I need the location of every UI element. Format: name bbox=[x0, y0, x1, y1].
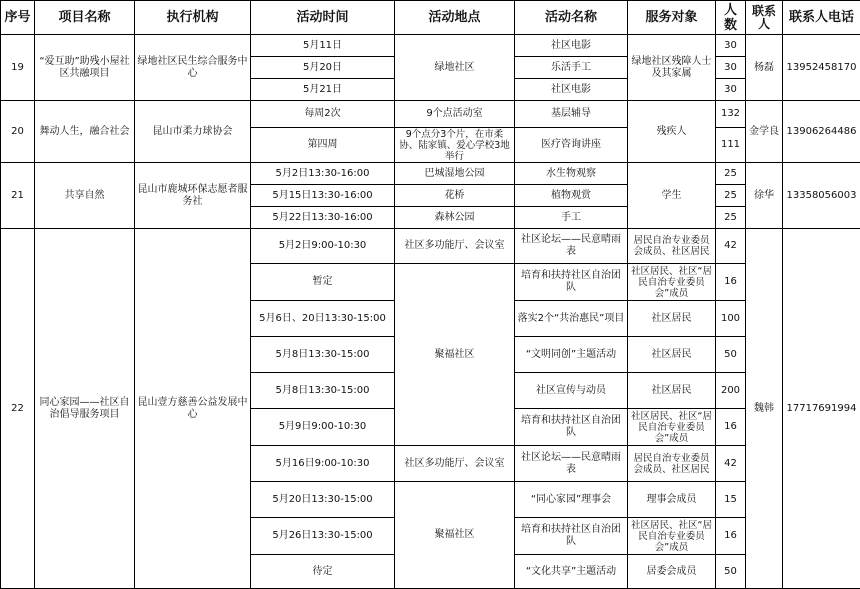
p22-target: 居委会成员 bbox=[628, 555, 716, 589]
p22-count: 100 bbox=[716, 301, 746, 337]
p21-activity: 手工 bbox=[515, 207, 628, 229]
p21-index: 21 bbox=[1, 163, 35, 229]
p19-project: “爱互助”助残小屋社区共融项目 bbox=[35, 35, 135, 101]
p22-count: 50 bbox=[716, 555, 746, 589]
p21-contact: 徐华 bbox=[746, 163, 783, 229]
p22-time: 5月8日13:30-15:00 bbox=[251, 337, 395, 373]
p22-place: 社区多功能厅、会议室 bbox=[395, 446, 515, 482]
p22-count: 16 bbox=[716, 518, 746, 555]
p19-contact: 杨磊 bbox=[746, 35, 783, 101]
p19-target: 绿地社区残障人士及其家属 bbox=[628, 35, 716, 101]
p20-contact: 金学良 bbox=[746, 101, 783, 163]
p19-activity: 乐活手工 bbox=[515, 57, 628, 79]
p22-activity: 培育和扶持社区自治团队 bbox=[515, 518, 628, 555]
p22-target: 社区居民 bbox=[628, 337, 716, 373]
p22-activity: “同心家园”理事会 bbox=[515, 482, 628, 518]
p22-target: 居民自治专业委员会成员、社区居民 bbox=[628, 446, 716, 482]
p22-count: 16 bbox=[716, 264, 746, 301]
p21-project: 共享自然 bbox=[35, 163, 135, 229]
header-activity: 活动名称 bbox=[515, 1, 628, 35]
p22-target: 社区居民 bbox=[628, 301, 716, 337]
p20-place: 9个点活动室 bbox=[395, 101, 515, 128]
p20-time: 第四周 bbox=[251, 128, 395, 163]
p20-project: 舞动人生，融合社会 bbox=[35, 101, 135, 163]
header-time: 活动时间 bbox=[251, 1, 395, 35]
p20-target: 残疾人 bbox=[628, 101, 716, 163]
p21-count: 25 bbox=[716, 163, 746, 185]
p22-time: 5月9日9:00-10:30 bbox=[251, 409, 395, 446]
p20-index: 20 bbox=[1, 101, 35, 163]
p22-count: 50 bbox=[716, 337, 746, 373]
p22-target: 社区居民、社区“居民自治专业委员会”成员 bbox=[628, 518, 716, 555]
p22-time: 待定 bbox=[251, 555, 395, 589]
header-org: 执行机构 bbox=[135, 1, 251, 35]
p19-activity: 社区电影 bbox=[515, 35, 628, 57]
header-phone: 联系人电话 bbox=[783, 1, 860, 35]
p21-place: 森林公园 bbox=[395, 207, 515, 229]
table-row bbox=[1, 101, 860, 128]
p19-time: 5月21日 bbox=[251, 79, 395, 101]
p22-phone: 17717691994 bbox=[783, 229, 860, 589]
p20-org: 昆山市柔力球协会 bbox=[135, 101, 251, 163]
p22-target: 居民自治专业委员会成员、社区居民 bbox=[628, 229, 716, 264]
table-row bbox=[1, 35, 860, 57]
p21-time: 5月15日13:30-16:00 bbox=[251, 185, 395, 207]
p21-activity: 水生物观察 bbox=[515, 163, 628, 185]
p22-activity: 社区论坛——民意晴雨表 bbox=[515, 446, 628, 482]
p22-place: 聚福社区 bbox=[395, 482, 515, 589]
p22-count: 16 bbox=[716, 409, 746, 446]
p22-activity: “文明同创”主题活动 bbox=[515, 337, 628, 373]
p19-count: 30 bbox=[716, 57, 746, 79]
p19-org: 绿地社区民生综合服务中心 bbox=[135, 35, 251, 101]
p22-place: 社区多功能厅、会议室 bbox=[395, 229, 515, 264]
header-row bbox=[1, 1, 860, 35]
p22-target: 社区居民、社区“居民自治专业委员会”成员 bbox=[628, 264, 716, 301]
p22-count: 200 bbox=[716, 373, 746, 409]
p22-time: 5月26日13:30-15:00 bbox=[251, 518, 395, 555]
p19-phone: 13952458170 bbox=[783, 35, 860, 101]
p22-activity: 社区论坛——民意晴雨表 bbox=[515, 229, 628, 264]
p21-target: 学生 bbox=[628, 163, 716, 229]
header-count: 人数 bbox=[716, 1, 746, 35]
p22-contact: 魏韩 bbox=[746, 229, 783, 589]
p19-place: 绿地社区 bbox=[395, 35, 515, 101]
p20-place: 9个点分3个片，在市柔协、陆家镇、爱心学校3地举行 bbox=[395, 128, 515, 163]
p22-target: 社区居民、社区“居民自治专业委员会”成员 bbox=[628, 409, 716, 446]
p22-target: 理事会成员 bbox=[628, 482, 716, 518]
header-contact: 联系人 bbox=[746, 1, 783, 35]
p22-time: 暂定 bbox=[251, 264, 395, 301]
p22-index: 22 bbox=[1, 229, 35, 589]
p22-place: 聚福社区 bbox=[395, 264, 515, 446]
p21-count: 25 bbox=[716, 185, 746, 207]
table-row bbox=[1, 229, 860, 264]
p22-count: 15 bbox=[716, 482, 746, 518]
table-row bbox=[1, 163, 860, 185]
p20-activity: 基层辅导 bbox=[515, 101, 628, 128]
p22-count: 42 bbox=[716, 446, 746, 482]
p22-org: 昆山壹方慈善公益发展中心 bbox=[135, 229, 251, 589]
p22-time: 5月16日9:00-10:30 bbox=[251, 446, 395, 482]
p21-time: 5月22日13:30-16:00 bbox=[251, 207, 395, 229]
p21-org: 昆山市鹿城环保志愿者服务社 bbox=[135, 163, 251, 229]
p19-count: 30 bbox=[716, 79, 746, 101]
header-place: 活动地点 bbox=[395, 1, 515, 35]
p21-activity: 植物观赏 bbox=[515, 185, 628, 207]
p22-time: 5月6日、20日13:30-15:00 bbox=[251, 301, 395, 337]
p20-count: 132 bbox=[716, 101, 746, 128]
p21-phone: 13358056003 bbox=[783, 163, 860, 229]
p22-activity: 培育和扶持社区自治团队 bbox=[515, 264, 628, 301]
p19-index: 19 bbox=[1, 35, 35, 101]
p22-target: 社区居民 bbox=[628, 373, 716, 409]
p19-activity: 社区电影 bbox=[515, 79, 628, 101]
p22-activity: 社区宣传与动员 bbox=[515, 373, 628, 409]
p22-activity: “文化共享”主题活动 bbox=[515, 555, 628, 589]
p22-count: 42 bbox=[716, 229, 746, 264]
p22-time: 5月20日13:30-15:00 bbox=[251, 482, 395, 518]
p22-project: 同心家园——社区自治倡导服务项目 bbox=[35, 229, 135, 589]
p21-place: 花桥 bbox=[395, 185, 515, 207]
p20-activity: 医疗咨询讲座 bbox=[515, 128, 628, 163]
p21-place: 巴城湿地公园 bbox=[395, 163, 515, 185]
header-index: 序号 bbox=[1, 1, 35, 35]
p22-time: 5月8日13:30-15:00 bbox=[251, 373, 395, 409]
p20-time: 每周2次 bbox=[251, 101, 395, 128]
p21-time: 5月2日13:30-16:00 bbox=[251, 163, 395, 185]
p22-time: 5月2日9:00-10:30 bbox=[251, 229, 395, 264]
p22-activity: 培育和扶持社区自治团队 bbox=[515, 409, 628, 446]
p20-phone: 13906264486 bbox=[783, 101, 860, 163]
p19-count: 30 bbox=[716, 35, 746, 57]
p19-time: 5月11日 bbox=[251, 35, 395, 57]
p19-time: 5月20日 bbox=[251, 57, 395, 79]
p21-count: 25 bbox=[716, 207, 746, 229]
p22-activity: 落实2个“共治惠民”项目 bbox=[515, 301, 628, 337]
header-target: 服务对象 bbox=[628, 1, 716, 35]
p20-count: 111 bbox=[716, 128, 746, 163]
header-project: 项目名称 bbox=[35, 1, 135, 35]
